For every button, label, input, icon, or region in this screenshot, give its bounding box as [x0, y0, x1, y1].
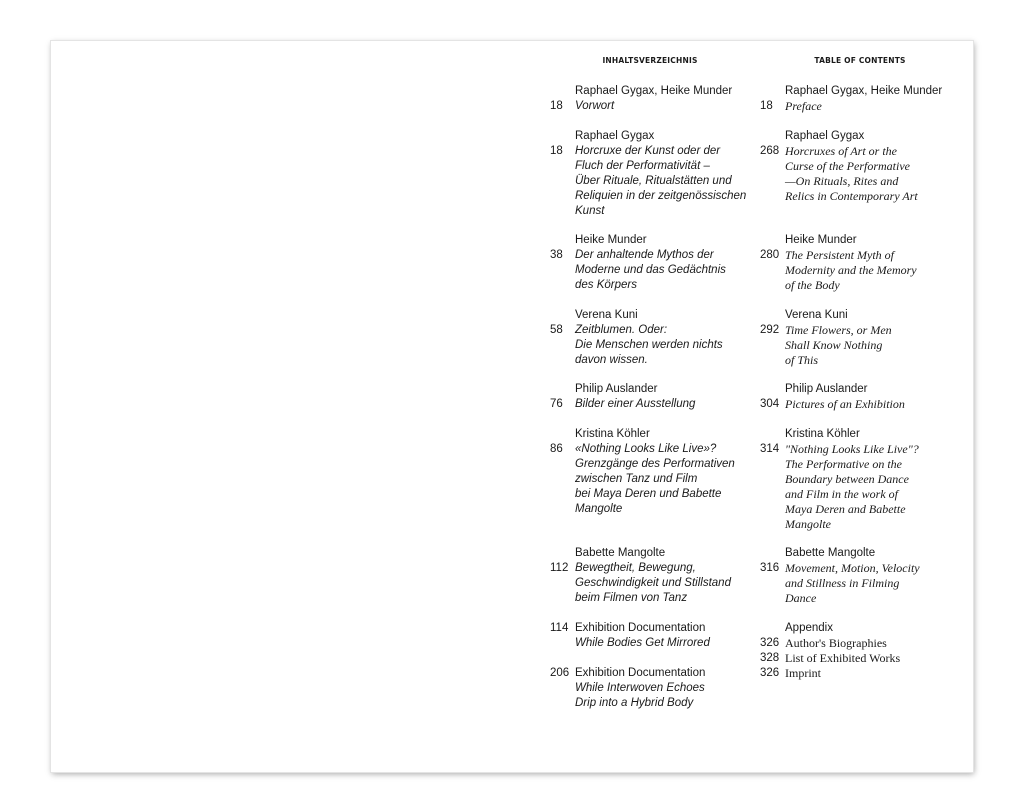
entry-author: Raphael Gygax: [575, 130, 655, 142]
entry-author: Exhibition Documentation: [575, 622, 706, 634]
entry-page: 18: [550, 145, 563, 157]
toc-entry: [760, 308, 970, 368]
entry-page: 326: [760, 667, 780, 679]
entry-page: 58: [550, 324, 563, 336]
appendix-item: Author's Biographies: [785, 636, 887, 650]
entry-title-line: —On Rituals, Rites and: [785, 174, 899, 188]
entry-title-line: Der anhaltende Mythos der: [575, 249, 714, 261]
entry-title-line: Shall Know Nothing: [785, 338, 883, 352]
entry-title-line: "Nothing Looks Like Live"?: [785, 442, 919, 456]
entry-title-line: Vorwort: [575, 100, 615, 112]
entry-page: 268: [760, 145, 780, 157]
entry-page: 304: [760, 398, 780, 410]
entry-author: Kristina Köhler: [785, 428, 860, 440]
toc-entry: [550, 84, 760, 114]
entry-title-line: Bilder einer Ausstellung: [575, 398, 696, 410]
entry-author: Verena Kuni: [575, 309, 638, 321]
entry-title-line: Maya Deren and Babette: [785, 502, 906, 516]
toc-entry: [550, 308, 760, 368]
toc-entry: [550, 382, 760, 412]
entry-title-line: Horcruxe der Kunst oder der: [575, 145, 721, 157]
appendix-item: List of Exhibited Works: [785, 651, 901, 665]
entry-title-line: Mangolte: [785, 517, 831, 531]
entry-page: 328: [760, 652, 780, 664]
entry-title-line: bei Maya Deren und Babette: [575, 488, 722, 500]
toc-entry: [550, 546, 760, 606]
entry-author: Babette Mangolte: [785, 547, 876, 559]
entry-author: Verena Kuni: [785, 309, 848, 321]
toc-entry: [550, 233, 760, 293]
entry-author: Philip Auslander: [575, 383, 658, 395]
toc-entry: [760, 546, 970, 606]
toc-entry: [760, 382, 970, 412]
entry-title-line: Geschwindigkeit und Stillstand: [575, 577, 731, 589]
entry-title-line: and Film in the work of: [785, 487, 898, 501]
appendix-label: Appendix: [785, 622, 833, 634]
entry-author: Raphael Gygax, Heike Munder: [785, 85, 943, 97]
toc-entry: [760, 233, 970, 293]
entry-title-line: Grenzgänge des Performativen: [575, 458, 735, 470]
entry-title-line: Kunst: [575, 205, 605, 217]
entry-title-line: Dance: [785, 591, 817, 605]
entry-author: Heike Munder: [785, 234, 857, 246]
entry-title-line: Reliquien in der zeitgenössischen: [575, 190, 747, 202]
entry-title-line: of This: [785, 353, 819, 367]
entry-title-line: Preface: [785, 99, 822, 113]
entry-title-line: Moderne und das Gedächtnis: [575, 264, 726, 276]
toc-entry: [760, 84, 970, 114]
entry-page: 112: [550, 562, 569, 574]
entry-author: Kristina Köhler: [575, 428, 650, 440]
entry-title-line: Movement, Motion, Velocity: [785, 561, 920, 575]
entry-title-line: The Persistent Myth of: [785, 248, 894, 262]
appendix-item: Imprint: [785, 666, 821, 680]
toc-heading-german: INHALTSVERZEICHNIS: [602, 56, 698, 65]
entry-title-line: of the Body: [785, 278, 840, 292]
entry-page: 18: [550, 100, 563, 112]
book-spread: [51, 41, 973, 772]
entry-title-line: Bewegtheit, Bewegung,: [575, 562, 696, 574]
toc-entry: [550, 427, 760, 517]
entry-title-line: Mangolte: [575, 503, 623, 515]
entry-title-line: Drip into a Hybrid Body: [575, 697, 694, 709]
entry-page: 326: [760, 637, 780, 649]
entry-page: 114: [550, 622, 569, 634]
entry-title-line: Pictures of an Exhibition: [785, 397, 905, 411]
entry-title-line: While Interwoven Echoes: [575, 682, 705, 694]
entry-page: 206: [550, 667, 570, 679]
entry-title-line: and Stillness in Filming: [785, 576, 900, 590]
entry-title-line: Curse of the Performative: [785, 159, 910, 173]
toc-entry: [760, 129, 970, 204]
entry-page: 38: [550, 249, 563, 261]
entry-title-line: Boundary between Dance: [785, 472, 909, 486]
entry-title-line: davon wissen.: [575, 354, 648, 366]
entry-title-line: Time Flowers, or Men: [785, 323, 892, 337]
entry-author: Philip Auslander: [785, 383, 868, 395]
entry-title-line: While Bodies Get Mirrored: [575, 637, 710, 649]
entry-author: Raphael Gygax, Heike Munder: [575, 85, 733, 97]
entry-page: 18: [760, 100, 773, 112]
entry-title-line: Fluch der Performativität –: [575, 160, 710, 172]
entry-title-line: des Körpers: [575, 279, 638, 291]
entry-title-line: Modernity and the Memory: [785, 263, 917, 277]
toc-heading-english: TABLE OF CONTENTS: [814, 56, 906, 65]
entry-title-line: Relics in Contemporary Art: [785, 189, 918, 203]
entry-title-line: zwischen Tanz und Film: [575, 473, 698, 485]
entry-author: Exhibition Documentation: [575, 667, 706, 679]
entry-page: 316: [760, 562, 780, 574]
toc-appendix: [760, 621, 970, 681]
entry-author: Raphael Gygax: [785, 130, 865, 142]
entry-title-line: Über Rituale, Ritualstätten und: [575, 175, 732, 187]
entry-title-line: «Nothing Looks Like Live»?: [575, 443, 717, 455]
entry-page: 292: [760, 324, 780, 336]
entry-title-line: Die Menschen werden nichts: [575, 339, 723, 351]
entry-title-line: beim Filmen von Tanz: [575, 592, 688, 604]
entry-title-line: Horcruxes of Art or the: [785, 144, 897, 158]
entry-page: 314: [760, 443, 780, 455]
entry-author: Heike Munder: [575, 234, 647, 246]
toc-entry: [550, 666, 760, 711]
entry-page: 280: [760, 249, 780, 261]
entry-author: Babette Mangolte: [575, 547, 666, 559]
toc-entry: [550, 621, 760, 651]
entry-page: 86: [550, 443, 563, 455]
entry-title-line: The Performative on the: [785, 457, 902, 471]
toc-entry: [550, 129, 760, 219]
toc-entry: [760, 427, 970, 532]
entry-page: 76: [550, 398, 563, 410]
entry-title-line: Zeitblumen. Oder:: [575, 324, 668, 336]
